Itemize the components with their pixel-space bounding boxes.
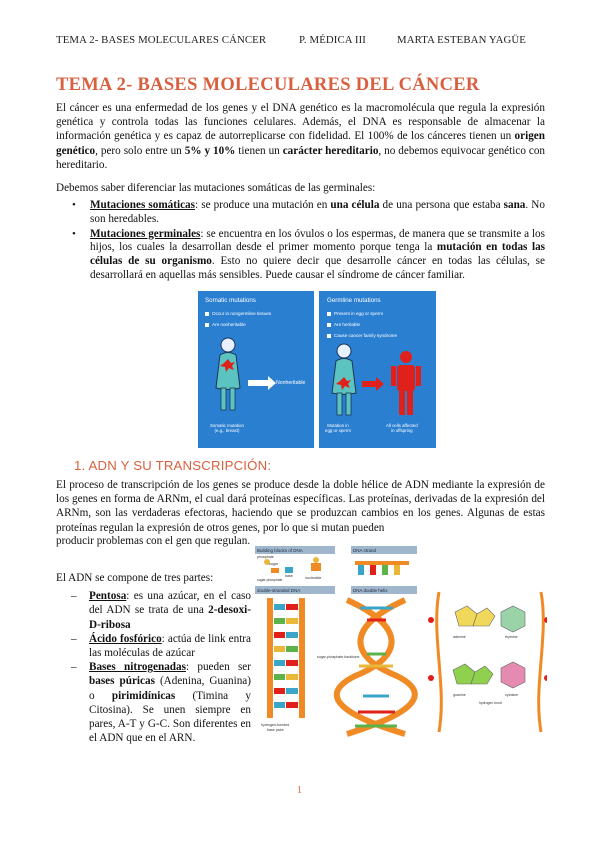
guanine-label: guanine [453,693,466,697]
bases-text-1: : pueden ser [185,661,251,674]
pentosa-text: : es una azúcar, en el caso del ADN se trata de una [89,590,251,617]
page-title: TEMA 2- BASES MOLECULARES DEL CÁNCER [56,75,480,95]
parent-and-child-figure-icon [320,341,435,425]
header-author: MARTA ESTEBAN YAGÜE [397,34,526,46]
panel-divider [314,291,319,448]
somatic-item-text: Occur in nongermline tissues [212,311,272,316]
germline-item-text: Are heritable [334,322,361,327]
section-heading-adn: 1. ADN Y SU TRANSCRIPCIÓN: [74,458,272,473]
germline-item [327,322,360,327]
intro-text-4: , no debemos equivocar genético con hereditario. [56,144,546,171]
germline-item [327,311,383,316]
list-item-somatic [56,199,545,227]
germline-heading: Germline mutations [327,297,381,304]
intro-text-2: , pero solo entre un [95,144,185,157]
dna-double-helix-icon [337,600,415,734]
intro-text-1: El cáncer es una enfermedad de los genes y el DNA genético es la macromolécula que regula la expresión genética y controla todas las funciones celulares. Además, el DNA es responsable de almacenar la información genética y es capaz de autorreplicarse con fidelidad. El 100% de los cánceres tienen un [56,102,545,143]
transcription-paragraph [56,478,545,535]
hbonded-label: hydrogen-bonded [261,723,290,727]
intro-bold-percent: 5% y 10% [184,144,236,157]
transcription-text: El proceso de transcripción de los genes se produce desde la doble hélice de ADN mediante la expresión de los genes en forma de ARNm, el cual dará proteínas específicas. Las proteínas, derivadas de la expresión del ARNm, son las verdaderas efectoras, haciendo que se produzcan cambios en los genes. Algunas de estas proteínas regulan la expresión de otros genes, por lo que si mutan pueden [56,479,545,534]
germline-caption-child [386,423,418,434]
somatic-panel [198,291,313,448]
somatic-text-2: de una persona que estaba [379,199,504,211]
base-label: base [285,574,293,578]
checkbox-icon [327,323,331,327]
base-pairs-label: base pairs [267,728,284,732]
list-item-pentosa [56,589,251,632]
dash-icon: – [71,661,77,674]
list-item-germline [56,228,545,283]
term-fosforico: Ácido fosfórico [89,632,162,645]
somatic-text-3: . No son heredables. [90,199,545,225]
somatic-item [205,311,271,316]
checkbox-icon [327,334,331,338]
somatic-caption-line: Somatic mutation [210,423,244,428]
pentosa-bold-sugar: 2-desoxi-D-ribosa [89,604,251,631]
transcription-text-cont: producir problemas con el gen que regulan. [56,535,251,547]
bases-bold-pirimidinicas: pirimidínicas [111,689,176,702]
germline-caption-line: All cells affected [386,423,418,428]
somatic-caption [210,423,244,434]
term-pentosa: Pentosa [89,590,127,603]
intro-text-3: tienen un [235,144,283,157]
helix-label: DNA double helix [353,588,388,593]
backbone-label: sugar-phosphate backbone [317,655,360,659]
adn-parts-list [56,589,251,745]
list-item-bases [56,660,251,745]
germline-item-text: Cause cancer family syndrome [334,333,398,338]
bases-bold-puricas: bases púricas [89,675,155,688]
checkbox-icon [327,312,331,316]
dash-icon: – [71,632,77,645]
germline-text-2: . Esto no quiere decir que desarrolle cáncer en todas las células, se desarrollará en aquellas más sensibles. Puede causar el síndrome de cáncer familiar. [90,255,545,281]
checkbox-icon [205,323,209,327]
building-blocks-icon [257,555,321,582]
blocks-label: Building blocks of DNA [257,548,303,553]
germline-caption-line: in offspring [391,428,413,434]
differentiate-paragraph [56,181,545,195]
differentiate-text: Debemos saber diferenciar las mutaciones somáticas de las germinales: [56,182,376,194]
somatic-heading: Somatic mutations [205,297,256,304]
somatic-item [205,322,246,327]
intro-bold-origin: origen genético [56,130,545,157]
bullet-icon: • [72,199,76,211]
checkbox-icon [205,312,209,316]
sugar-label: sugar [269,562,278,566]
term-bases: Bases nitrogenadas [89,661,186,674]
fosforico-text: : actúa de link entra las moléculas de azúcar [89,632,251,660]
cytosine-label: cytosine [505,693,519,697]
intro-paragraph [56,101,545,172]
list-item-fosforico [56,632,251,660]
adn-parts-block [56,571,251,745]
somatic-bold-healthy: sana [503,199,526,211]
mutation-types-list [56,199,545,284]
page-number: 1 [297,785,302,796]
dna-strand-icon [355,561,409,575]
germline-caption-line: Mutation in [327,423,349,428]
base-pairing-chemistry-icon [428,592,547,732]
somatic-bold-cell: una célula [330,199,380,211]
double-stranded-dna-ladder-icon [267,598,305,718]
adn-intro-text: El ADN se compone de tres partes: [56,572,214,584]
bases-text-2: (Adenina, Guanina) o [89,675,251,702]
woman-figure-icon [198,333,313,423]
bullet-icon: • [72,227,76,240]
hydrogen-bond-label: hydrogen bond [479,701,502,705]
running-header [56,34,545,48]
intro-bold-hereditary: carácter hereditario [282,144,379,157]
germline-bold-all-cells: mutación en todas las células de su organismo [90,241,546,268]
dash-icon: – [71,590,77,603]
strand-label: DNA strand [353,548,377,553]
dna-structure-figure [255,546,547,740]
germline-item [327,333,397,338]
mutations-figure [198,291,436,448]
header-subject: P. MÉDICA III [299,34,366,46]
germline-caption-line: egg or sperm [325,428,351,434]
bases-text-3: (Timina y Citosina). Se unen siempre en pares, A-T y G-C. Son diferentes en el ADN que en el ARN. [89,689,251,745]
somatic-text-1: : se produce una mutación en [195,199,331,211]
header-course: TEMA 2- BASES MOLECULARES CÁNCER [56,34,267,46]
sugar-phosphate-label: sugar-phosphate [257,578,283,582]
nonheritable-label: Nonheritable [276,380,306,386]
germline-item-text: Present in egg or sperm [334,311,384,316]
term-somatic: Mutaciones somáticas [90,199,196,211]
nucleotide-label: nucleotide [305,576,322,580]
germline-caption-parent [325,423,351,434]
transcription-paragraph-continued [56,534,251,548]
germline-panel [320,291,435,448]
somatic-item-text: Are nonheritable [212,322,246,327]
ds-label: double-stranded DNA [257,588,301,593]
term-germline: Mutaciones germinales [90,227,201,240]
somatic-caption-line: (e.g., breast) [214,428,240,434]
germline-text-1: : se encuentra en los óvulos o los espermas, de manera que se transmite a los hijos, los cuales la desarrollan desde el primer momento porque tenga la [90,227,546,254]
adenine-label: adenine [453,635,466,639]
thymine-label: thymine [505,635,518,639]
phosphate-label: phosphate [257,555,274,559]
